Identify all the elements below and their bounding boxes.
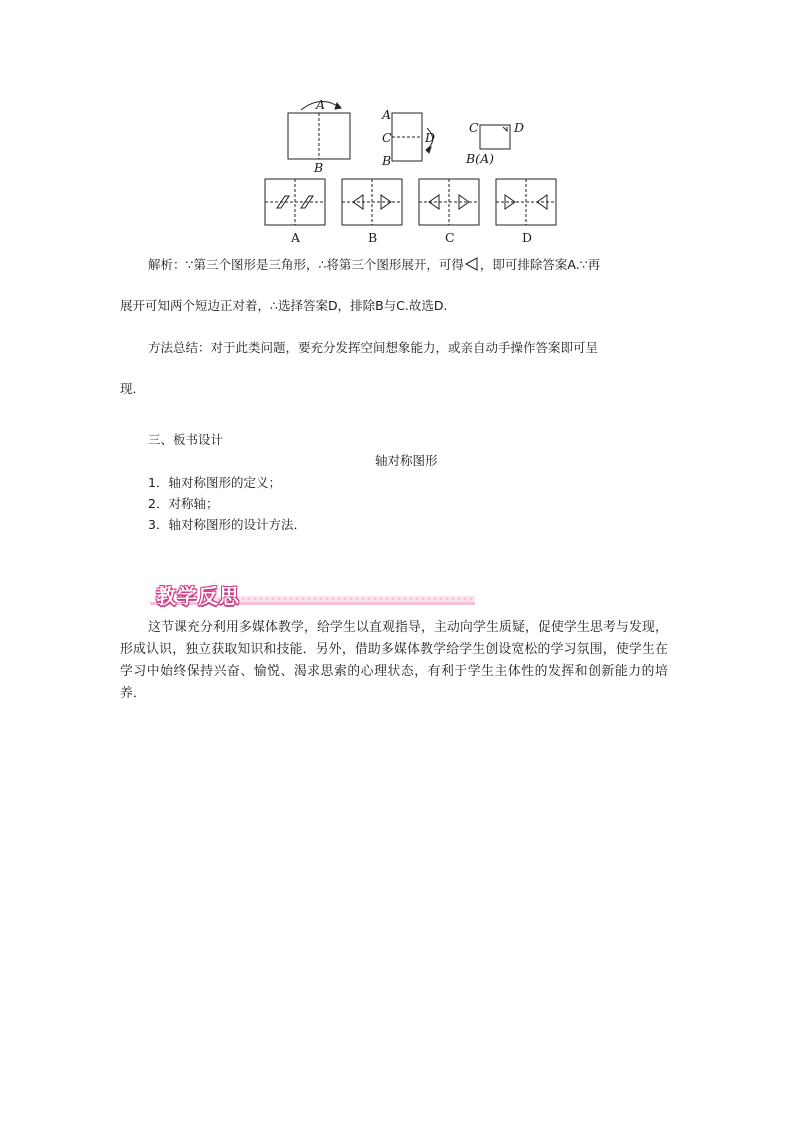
folding-diagram xyxy=(255,92,565,246)
analysis-text-after: ，即可排除答案A.∵再 xyxy=(479,257,601,272)
step3-paper xyxy=(480,125,510,149)
step2-label-a: A xyxy=(382,107,392,122)
board-item-2: 2．对称轴； xyxy=(148,496,219,511)
option-c-figure xyxy=(419,179,479,225)
step1-arrow-head xyxy=(335,103,341,109)
board-item-1: 1．轴对称图形的定义； xyxy=(148,475,281,490)
board-title: 轴对称图形 xyxy=(375,453,438,468)
folding-figure xyxy=(255,92,565,246)
method-line-2: 现． xyxy=(120,381,146,396)
method-line-1: 方法总结：对于此类问题，要充分发挥空间想象能力，或亲自动手操作答案即可呈 xyxy=(148,340,599,355)
analysis-text-before: 解析：∵第三个图形是三角形，∴将第三个图形展开，可得 xyxy=(148,257,464,272)
reflection-paragraph: 这节课充分利用多媒体教学，给学生以直观指导，主动向学生质疑，促使学生思考与发现，形成认识，独立获取知识和技能．另外，借助多媒体教学给学生创设宽松的学习氛围，使学生在学习中始终保持兴奋、愉悦、渴求思索的心理状态，有利于学生主体性的发挥和创新能力的培养． xyxy=(120,620,668,701)
step2-label-d: D xyxy=(425,130,436,145)
board-heading: 三、板书设计 xyxy=(148,432,224,447)
option-b-label: B xyxy=(368,230,378,245)
reflection-title: 教学反思 xyxy=(156,584,240,608)
reflection-banner xyxy=(150,578,480,610)
step3-label-c: C xyxy=(469,120,479,135)
step1-label-b: B xyxy=(314,160,324,175)
step1-label-a: A xyxy=(316,97,326,112)
step3-label-d: D xyxy=(514,120,525,135)
option-a-figure xyxy=(265,179,325,225)
step3-cut xyxy=(503,127,507,131)
option-d-figure xyxy=(496,179,556,225)
analysis-line-2: 展开可知两个短边正对着，∴选择答案D，排除B与C.故选D. xyxy=(120,298,448,313)
option-d-label: D xyxy=(522,230,533,245)
step3-label-ba: B(A) xyxy=(466,151,494,166)
step2-label-b: B xyxy=(382,153,392,168)
option-a-label: A xyxy=(291,230,301,245)
step2-label-c: C xyxy=(382,130,392,145)
option-c-label: C xyxy=(445,230,455,245)
board-item-3: 3．轴对称图形的设计方法． xyxy=(148,517,306,532)
analysis-line-1 xyxy=(148,255,600,275)
triangle-icon xyxy=(465,257,479,271)
option-b-figure xyxy=(342,179,402,225)
